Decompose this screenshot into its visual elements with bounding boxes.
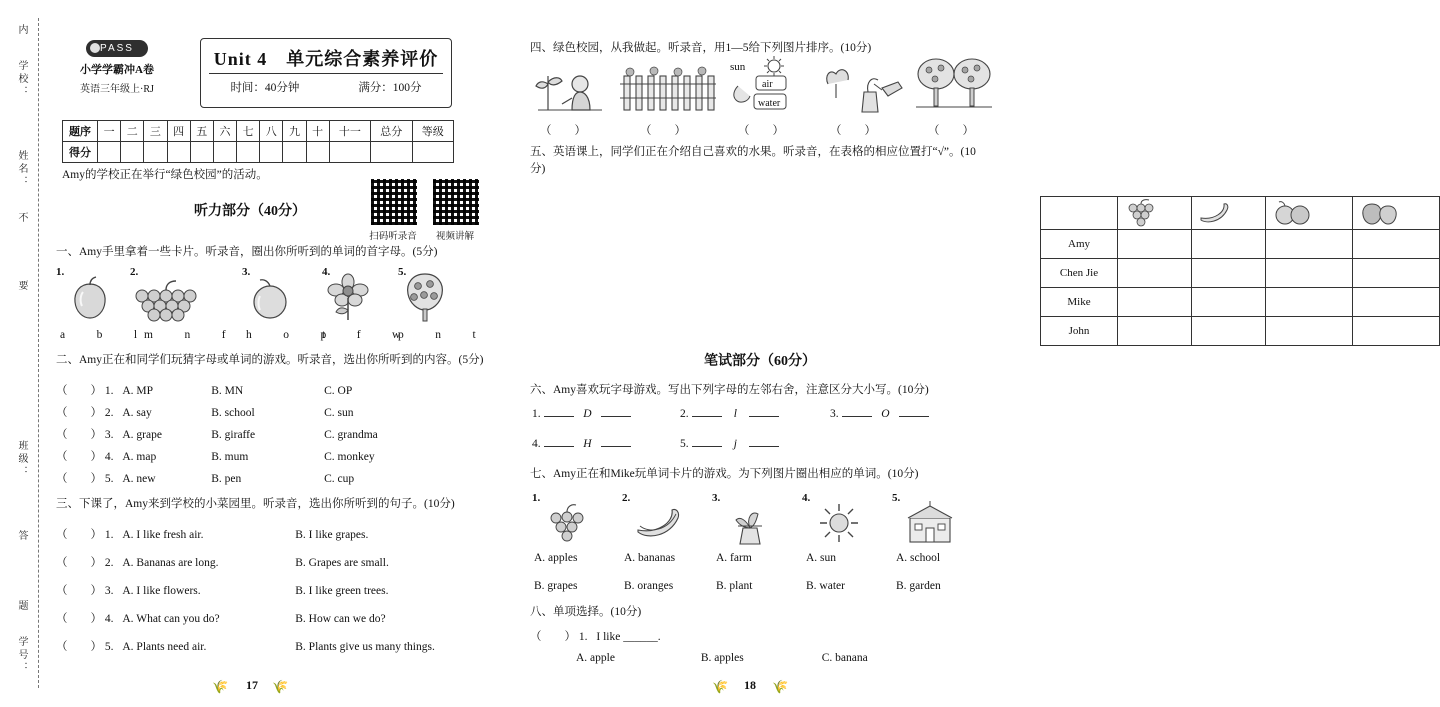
fruit-cell[interactable] (1118, 288, 1192, 317)
q3-row-3-a[interactable]: A. I like flowers. (122, 585, 201, 597)
q6-item-4-num: 4. (532, 438, 541, 450)
oranges-icon (1267, 198, 1319, 228)
q6-item-5-blank-left[interactable] (692, 446, 722, 447)
score-col-10: 十一 (329, 121, 370, 142)
q3-row-5-a[interactable]: A. Plants need air. (122, 641, 207, 653)
table-row (63, 142, 454, 163)
q8-row-1-text: I like ______. (596, 631, 661, 643)
q4-bracket-5[interactable]: （ ） (928, 125, 974, 137)
apples-icon (1354, 198, 1406, 228)
fruit-col-apples (1353, 197, 1440, 230)
q6-item-3-num: 3. (830, 408, 839, 420)
q7-item-1-b[interactable]: B. grapes (534, 580, 578, 592)
q7-item-2-a[interactable]: A. bananas (624, 552, 676, 564)
score-cell[interactable] (98, 142, 121, 163)
fruit-cell[interactable] (1353, 230, 1440, 259)
q6-item-4-letter: H (583, 438, 592, 450)
plant-icon (726, 500, 774, 546)
score-cell[interactable] (260, 142, 283, 163)
q7-item-5-b[interactable]: B. garden (896, 580, 941, 592)
score-col-3: 四 (167, 121, 190, 142)
q3-row-4-bracket[interactable]: （ ） (56, 613, 102, 625)
q2-row-4-b[interactable]: B. mum (211, 451, 249, 463)
fruit-cell[interactable] (1118, 230, 1192, 259)
time-limit: 时间：40分钟 (230, 82, 300, 94)
q2-row-4-c[interactable]: C. monkey (324, 451, 375, 463)
right-page (500, 0, 1099, 707)
spine-label-3: 不 (16, 212, 27, 225)
q2-row-5-bracket[interactable]: （ ） (56, 473, 102, 485)
question-7-stem: 七、Amy正在和Mike玩单词卡片的游戏。为下列图片圈出相应的单词。(10分) (530, 468, 919, 480)
table-row (1041, 230, 1440, 259)
q7-item-4-num: 4. (802, 492, 811, 504)
q6-item-2-blank-right[interactable] (749, 416, 779, 417)
spine-label-8: 学号： (16, 636, 27, 675)
footer-ornament-right: 🌾 (272, 679, 289, 694)
table-row (63, 121, 454, 142)
q2-row-5-num: 5. (104, 473, 114, 485)
q2-row-1-a[interactable]: A. MP (122, 385, 154, 397)
score-cell[interactable] (213, 142, 236, 163)
q3-row-1-b[interactable]: B. I like grapes. (295, 529, 369, 541)
table-row (1041, 288, 1440, 317)
q6-item-4-blank-left[interactable] (544, 446, 574, 447)
brand-logo (78, 40, 156, 95)
q3-row-3-bracket[interactable]: （ ） (56, 585, 102, 597)
q7-item-3-a[interactable]: A. farm (716, 552, 752, 564)
q1-item-1-letters[interactable]: a b l (60, 329, 148, 341)
fruit-cell[interactable] (1266, 317, 1353, 346)
spine-label-2: 姓名： (16, 150, 27, 189)
q3-row-3-num: 3. (104, 585, 114, 597)
fruit-col-banana (1192, 197, 1266, 230)
q6-item-5-letter: j (733, 438, 737, 450)
score-table-row-head-2: 得分 (63, 142, 98, 163)
lead-sentence: Amy的学校正在举行“绿色校园”的活动。 (62, 169, 268, 181)
section-title-listening: 听力部分（40分） (194, 204, 306, 219)
q2-row-1-b[interactable]: B. MN (211, 385, 244, 397)
watering-plant-icon (818, 58, 904, 114)
q2-row-1-bracket[interactable]: （ ） (56, 385, 102, 397)
score-cell[interactable] (412, 142, 454, 163)
q6-item-1-blank-right[interactable] (601, 416, 631, 417)
orange-icon (246, 276, 294, 322)
q2-row-5-c[interactable]: C. cup (324, 473, 355, 485)
fruit-cell[interactable] (1118, 259, 1192, 288)
spine-label-6: 答 (16, 530, 27, 543)
q2-row-3-bracket[interactable]: （ ） (56, 429, 102, 441)
q7-item-4-a[interactable]: A. sun (806, 552, 837, 564)
score-col-7: 八 (260, 121, 283, 142)
svg-text:air: air (762, 79, 773, 90)
fruit-cell[interactable] (1192, 288, 1266, 317)
fence-icon (620, 62, 716, 114)
q4-bracket-4[interactable]: （ ） (830, 125, 876, 137)
question-4-stem: 四、绿色校园，从我做起。听录音，用1—5给下列图片排序。(10分) (530, 42, 872, 54)
score-cell[interactable] (371, 142, 412, 163)
q2-row-3-a[interactable]: A. grape (122, 429, 162, 441)
q2-row-4-a[interactable]: A. map (122, 451, 157, 463)
spine-label-0: 内 (16, 24, 27, 37)
score-table-row-head-1: 题序 (63, 121, 98, 142)
q2-row-4-num: 4. (104, 451, 114, 463)
question-8-stem: 八、单项选择。(10分) (530, 606, 642, 618)
grapes-icon (128, 276, 208, 322)
fruit-cell[interactable] (1266, 230, 1353, 259)
page-number-left: 17 (246, 678, 258, 692)
table-row (1041, 197, 1440, 230)
q4-bracket-2[interactable]: （ ） (640, 125, 686, 137)
fruit-row-name-chenjie: Chen Jie (1041, 259, 1118, 288)
footer-ornament-left: 🌾 (712, 679, 729, 694)
q8-row-1-b[interactable]: B. apples (700, 652, 744, 664)
grapes-icon (1119, 198, 1163, 228)
q4-bracket-3[interactable]: （ ） (738, 125, 784, 137)
qr-code-video[interactable] (432, 178, 480, 226)
spine-label-1: 学校： (16, 60, 27, 99)
score-cell[interactable] (306, 142, 329, 163)
score-col-11: 总分 (371, 121, 412, 142)
q2-row-4-bracket[interactable]: （ ） (56, 451, 102, 463)
q1-item-4-letters[interactable]: t f w (322, 329, 411, 341)
flower-icon (322, 272, 374, 324)
question-6-stem: 六、Amy喜欢玩字母游戏。写出下列字母的左邻右舍，注意区分大小写。(10分) (530, 384, 929, 396)
q3-row-5-b[interactable]: B. Plants give us many things. (295, 641, 435, 653)
score-col-0: 一 (98, 121, 121, 142)
page-number-right: 18 (744, 678, 756, 692)
q3-row-4-num: 4. (104, 613, 114, 625)
q1-item-5-letters[interactable]: p n t (398, 329, 486, 341)
q8-row-1-a[interactable]: A. apple (576, 652, 615, 664)
q3-row-4-b[interactable]: B. How can we do? (295, 613, 386, 625)
q1-item-3-letters[interactable]: h o p (246, 329, 337, 341)
spine-label-4: 要 (16, 280, 27, 293)
paper-title-box (200, 38, 452, 108)
q3-row-2-b[interactable]: B. Grapes are small. (295, 557, 389, 569)
footer-ornament-right: 🌾 (772, 679, 789, 694)
qr-audio-label: 扫码听录音 (369, 232, 417, 242)
q2-row-2-b[interactable]: B. school (211, 407, 255, 419)
fruit-cell[interactable] (1353, 317, 1440, 346)
q8-row-1-bracket[interactable]: （ ） (530, 631, 576, 643)
q6-item-1-num: 1. (532, 408, 541, 420)
score-col-6: 七 (237, 121, 260, 142)
question-5-stem: 五、英语课上，同学们正在介绍自己喜欢的水果。听录音，在表格的相应位置打“√”。(10分) (530, 146, 976, 175)
tree-icon (398, 270, 452, 324)
q3-row-3-b[interactable]: B. I like green trees. (295, 585, 389, 597)
q2-row-3-c[interactable]: C. grandma (324, 429, 378, 441)
fruit-cell[interactable] (1353, 288, 1440, 317)
q1-item-3-num: 3. (242, 266, 251, 278)
q2-row-1-num: 1. (104, 385, 114, 397)
fruit-col-oranges (1266, 197, 1353, 230)
footer-ornament-left: 🌾 (212, 679, 229, 694)
score-col-5: 六 (213, 121, 236, 142)
q2-row-3-b[interactable]: B. giraffe (211, 429, 256, 441)
q6-item-3-letter: O (881, 408, 890, 420)
spine-label-5: 班级： (16, 440, 27, 479)
q7-item-3-num: 3. (712, 492, 721, 504)
q1-item-2-num: 2. (130, 266, 139, 278)
fruit-cell[interactable] (1266, 288, 1353, 317)
qr-video-label: 视频讲解 (435, 232, 474, 242)
score-col-8: 九 (283, 121, 306, 142)
q2-row-2-bracket[interactable]: （ ） (56, 407, 102, 419)
score-col-2: 三 (144, 121, 167, 142)
binding-dashed-line (12, 18, 39, 688)
svg-text:water: water (758, 98, 781, 109)
fruit-col-grapes (1118, 197, 1192, 230)
banana-icon (1193, 198, 1237, 228)
q7-item-1-a[interactable]: A. apples (534, 552, 578, 564)
spine-label-7: 题 (16, 600, 27, 613)
page-title: Unit 4 单元综合素养评价 (213, 49, 439, 69)
score-cell[interactable] (190, 142, 213, 163)
q6-item-1-letter: D (583, 408, 592, 420)
q1-item-2-letters[interactable]: m n f (144, 329, 236, 341)
q6-item-3-blank-right[interactable] (899, 416, 929, 417)
fruit-cell[interactable] (1192, 317, 1266, 346)
svg-text:sun: sun (730, 61, 746, 73)
q6-item-1-blank-left[interactable] (544, 416, 574, 417)
q2-row-2-a[interactable]: A. say (122, 407, 152, 419)
score-cell[interactable] (329, 142, 370, 163)
fruit-row-name-amy: Amy (1041, 230, 1118, 259)
full-score: 满分：100分 (358, 82, 422, 94)
q2-row-5-a[interactable]: A. new (122, 473, 156, 485)
fruit-preference-table (1040, 196, 1440, 346)
q6-item-5-blank-right[interactable] (749, 446, 779, 447)
q4-bracket-1[interactable]: （ ） (540, 125, 586, 137)
q3-row-5-num: 5. (104, 641, 114, 653)
q3-row-2-num: 2. (104, 557, 114, 569)
score-cell[interactable] (283, 142, 306, 163)
score-table (62, 120, 454, 163)
question-1-stem: 一、Amy手里拿着一些卡片。听录音，圈出你所听到的单词的首字母。(5分) (56, 246, 438, 258)
q3-row-1-a[interactable]: A. I like fresh air. (122, 529, 204, 541)
q7-item-4-b[interactable]: B. water (806, 580, 845, 592)
section-title-written: 笔试部分（60分） (704, 354, 816, 369)
fruit-cell[interactable] (1118, 317, 1192, 346)
grapes-icon (542, 502, 594, 546)
fruit-cell[interactable] (1266, 259, 1353, 288)
apple-icon (66, 276, 114, 322)
school-icon (904, 500, 956, 546)
q7-item-1-num: 1. (532, 492, 541, 504)
question-3-stem: 三、下课了，Amy来到学校的小菜园里。听录音，选出你所听到的句子。(10分) (56, 498, 455, 510)
brand-subtitle: 小学学霸冲A卷 (80, 64, 154, 76)
q7-item-5-a[interactable]: A. school (896, 552, 941, 564)
q6-item-3-blank-left[interactable] (842, 416, 872, 417)
score-cell[interactable] (237, 142, 260, 163)
orchard-icon (914, 54, 994, 114)
table-row (1041, 317, 1440, 346)
q2-row-3-num: 3. (104, 429, 114, 441)
fruit-table-corner (1041, 197, 1118, 230)
q3-row-1-num: 1. (104, 529, 114, 541)
score-col-4: 五 (190, 121, 213, 142)
fruit-row-name-mike: Mike (1041, 288, 1118, 317)
q3-row-1-bracket[interactable]: （ ） (56, 529, 102, 541)
q6-item-2-letter: l (733, 408, 737, 420)
pass-badge: PASS (86, 40, 148, 57)
score-col-9: 十 (306, 121, 329, 142)
score-cell[interactable] (167, 142, 190, 163)
brand-subtitle-2: 英语三年级上·RJ (80, 84, 154, 95)
q3-row-2-bracket[interactable]: （ ） (56, 557, 102, 569)
q1-item-5-num: 5. (398, 266, 407, 278)
fruit-row-name-john: John (1041, 317, 1118, 346)
q3-row-5-bracket[interactable]: （ ） (56, 641, 102, 653)
table-row (1041, 259, 1440, 288)
q6-item-4-blank-right[interactable] (601, 446, 631, 447)
fruit-cell[interactable] (1353, 259, 1440, 288)
q6-item-2-num: 2. (680, 408, 689, 420)
fruit-cell[interactable] (1192, 259, 1266, 288)
q2-row-5-b[interactable]: B. pen (211, 473, 242, 485)
score-cell[interactable] (121, 142, 144, 163)
q7-item-3-b[interactable]: B. plant (716, 580, 753, 592)
q2-row-2-num: 2. (104, 407, 114, 419)
title-divider (209, 73, 443, 74)
q2-row-2-c[interactable]: C. sun (324, 407, 354, 419)
q8-row-1-c[interactable]: C. banana (821, 652, 868, 664)
q1-item-1-num: 1. (56, 266, 65, 278)
q8-row-1-num: 1. (578, 631, 588, 643)
score-col-12: 等级 (412, 121, 454, 142)
q7-item-2-b[interactable]: B. oranges (624, 580, 674, 592)
q7-item-2-num: 2. (622, 492, 631, 504)
q6-item-2-blank-left[interactable] (692, 416, 722, 417)
fruit-cell[interactable] (1192, 230, 1266, 259)
q1-item-4-num: 4. (322, 266, 331, 278)
sun-icon (816, 500, 862, 546)
q2-row-1-c[interactable]: C. OP (324, 385, 353, 397)
score-cell[interactable] (144, 142, 167, 163)
bananas-icon (632, 504, 688, 546)
q3-row-4-a[interactable]: A. What can you do? (122, 613, 220, 625)
q7-item-5-num: 5. (892, 492, 901, 504)
q3-row-2-a[interactable]: A. Bananas are long. (122, 557, 219, 569)
q6-item-5-num: 5. (680, 438, 689, 450)
sun-air-water-icon (728, 56, 802, 114)
score-col-1: 二 (121, 121, 144, 142)
qr-code-audio[interactable] (370, 178, 418, 226)
boy-planting-icon (532, 62, 604, 114)
left-page (0, 0, 500, 707)
question-2-stem: 二、Amy正在和同学们玩猜字母或单词的游戏。听录音，选出你所听到的内容。(5分) (56, 354, 484, 366)
